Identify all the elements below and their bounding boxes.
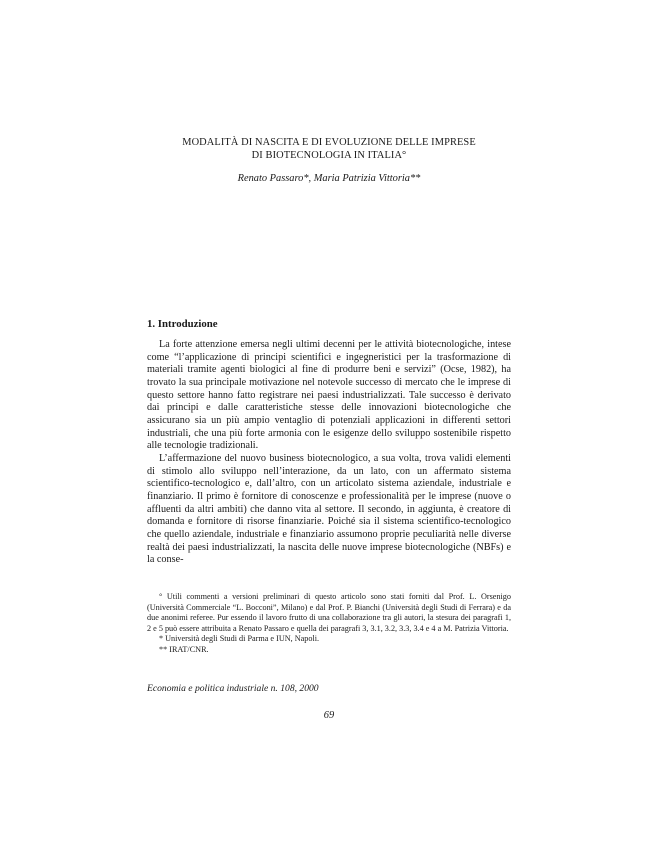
paper-title-line-1: MODALITÀ DI NASCITA E DI EVOLUZIONE DELLE IMPRESE	[182, 137, 476, 148]
paragraph-1: La forte attenzione emersa negli ultimi decenni per le attività biotecnologiche, intese come “l’applicazione di principi scientifici e ingegneristici per la trasformazione di materiali tramite agenti biologici al fine di produrre beni e servizi” (Ocse, 1982), ha trovato la sua principale motivazione nel notevole successo di mercato che le imprese di questo settore hanno fatto registrare nei paesi industrializzati. Tale successo è derivato dai principi e dalle caratteristiche stesse delle innovazioni biotecnologiche che assicurano sia un più ampio ventaglio di potenziali applicazioni in differenti settori industriali, che una più forte armonia con le esigenze dello sviluppo sostenibile rispetto alle tecnologie tradizionali.	[147, 339, 511, 452]
paper-title	[147, 137, 511, 162]
journal-citation: Economia e politica industriale n. 108, 2000	[147, 683, 319, 694]
footnotes	[147, 592, 511, 655]
paper-title-line-2: DI BIOTECNOLOGIA IN ITALIA°	[251, 149, 407, 161]
body-text	[147, 339, 511, 567]
section-heading-introduzione: 1. Introduzione	[147, 318, 218, 330]
page-number: 69	[323, 710, 335, 721]
footnote-affiliation-1: * Università degli Studi di Parma e IUN, Napoli.	[159, 634, 320, 643]
paragraph-2: L’affermazione del nuovo business biotecnologico, a sua volta, trova validi elementi di stimolo allo sviluppo nell’interazione, da un lato, con un affermato sistema scientifico-tecnologico e, dall’altro, con un articolato sistema aziendale, industriale e finanziario. Il primo è fornitore di conoscenze e professionalità per le imprese (nuove o affluenti da altri ambiti) che danno vita al settore. Il secondo, in aggiunta, è creatore di domanda e fornitore di risorse finanziarie. Poiché sia il sistema scientifico-tecnologico che quello aziendale, industriale e finanziario assumono proprie peculiarità nelle diverse realtà dei paesi industrializzati, la nascita delle nuove imprese biotecnologiche (NBFs) e la conse-	[147, 452, 511, 566]
footnote-acknowledgements: ° Utili commenti a versioni preliminari di questo articolo sono stati forniti dal Prof. L. Orsenigo (Università Commerciale “L. Bocconi”, Milano) e dal Prof. P. Bianchi (Università degli Studi di Ferrara) e da due anonimi referee. Pur essendo il lavoro frutto di una collaborazione tra gli autori, la stesura dei paragrafi 1, 2 e 5 può essere attribuita a Renato Passaro e quella dei paragrafi 3, 3.1, 3.2, 3.3, 3.4 e 4 a M. Patrizia Vittoria.	[147, 592, 511, 633]
author-list: Renato Passaro*, Maria Patrizia Vittoria**	[237, 173, 421, 184]
footnote-affiliation-2: ** IRAT/CNR.	[159, 644, 209, 654]
